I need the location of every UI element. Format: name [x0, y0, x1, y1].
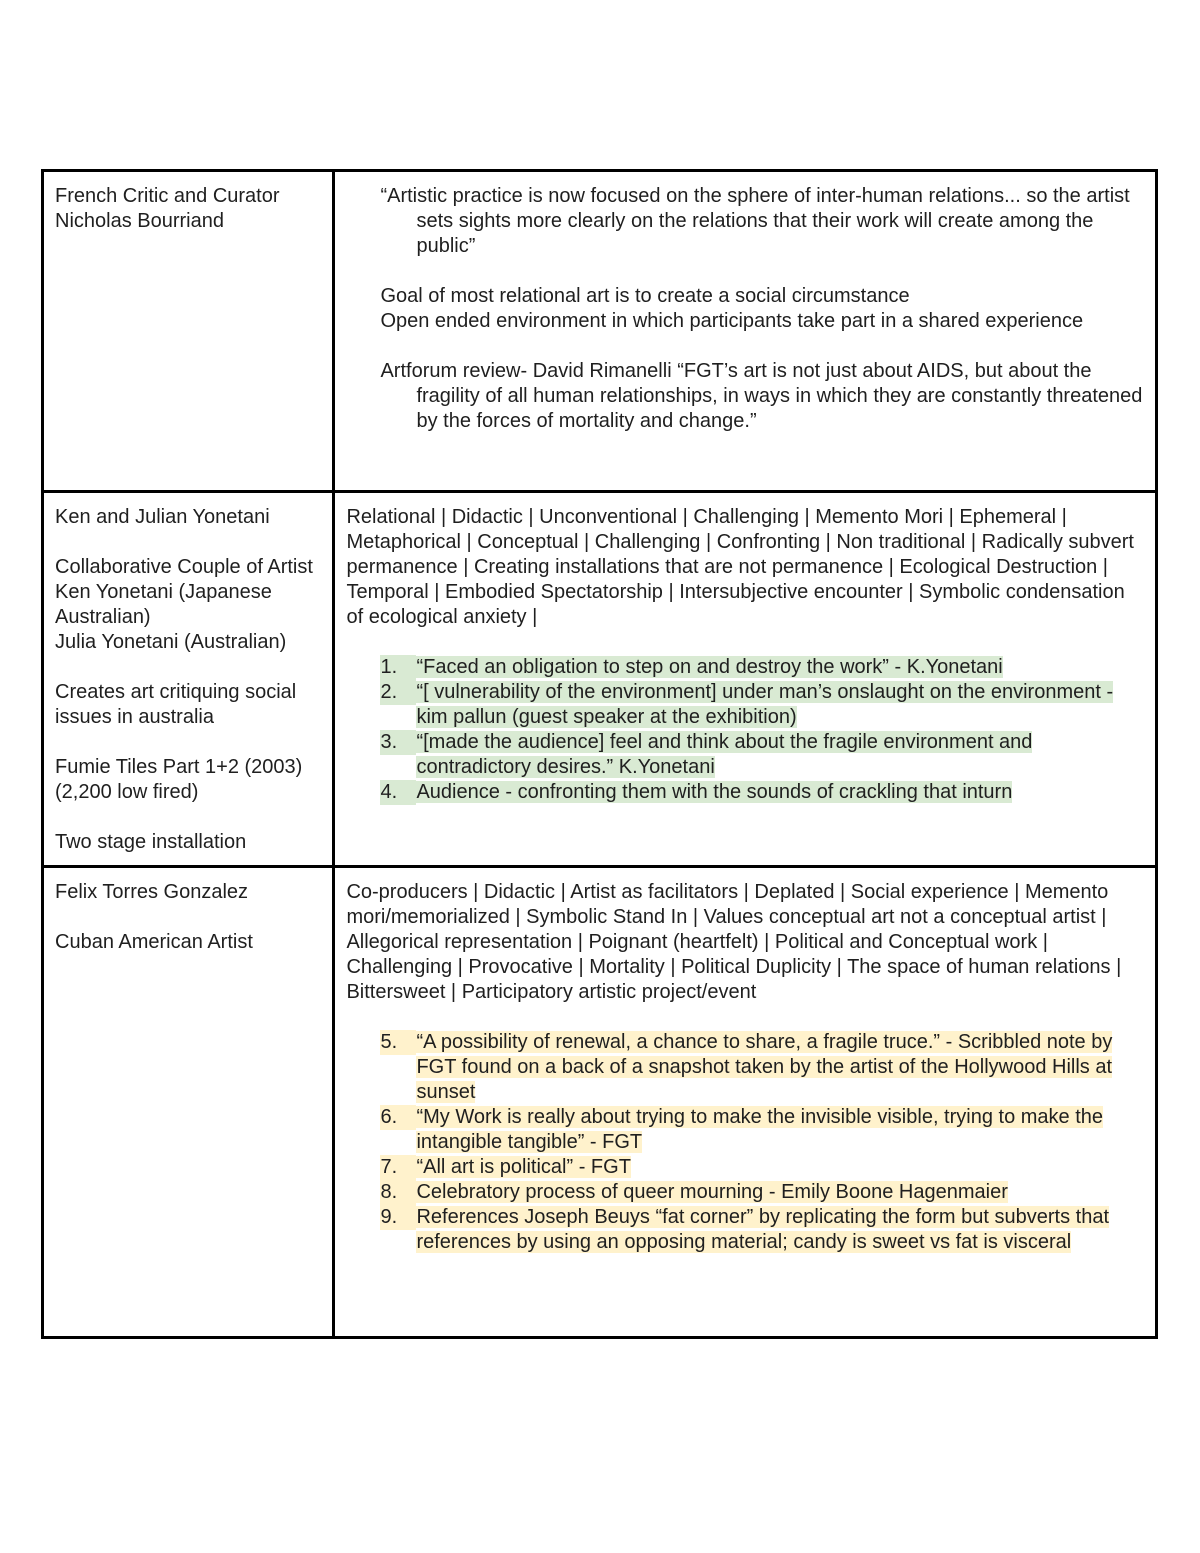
subject-line: French Critic and Curator — [55, 185, 280, 207]
list-item — [380, 1030, 1145, 1105]
quote-list — [346, 1030, 1145, 1255]
quote-paragraph: “Artistic practice is now focused on the sphere of inter-human relations... so the artist sets sights more clearly on the relations that their work will create among the public” — [380, 185, 1130, 257]
quote-list — [346, 655, 1145, 805]
list-item — [380, 655, 1145, 680]
quote-text: References Joseph Beuys “fat corner” by replicating the form but subverts that references by using an opposing material; candy is sweet vs fat is visceral — [416, 1206, 1110, 1253]
artist-desc-line: Julia Yonetani (Australian) — [55, 631, 287, 653]
artist-name: Ken and Julian Yonetani — [55, 506, 270, 528]
subject-cell — [43, 492, 334, 867]
quote-text: Audience - confronting them with the sounds of crackling that inturn — [416, 781, 1013, 803]
quote-text: “My Work is really about trying to make the invisible visible, trying to make the intangible tangible” - FGT — [416, 1106, 1104, 1153]
notes-cell — [334, 171, 1157, 492]
quote-text: Celebratory process of queer mourning - Emily Boone Hagenmaier — [416, 1181, 1008, 1203]
artist-desc-line: Collaborative Couple of Artist — [55, 556, 313, 578]
table-row — [43, 867, 1157, 1338]
subject-cell — [43, 867, 334, 1338]
artist-name: Felix Torres Gonzalez — [55, 881, 249, 903]
note-paragraph: Open ended environment in which participants take part in a shared experience — [380, 310, 1084, 332]
list-item — [380, 1105, 1145, 1155]
artwork-line: (2,200 low fired) — [55, 781, 199, 803]
review-paragraph: Artforum review- David Rimanelli “FGT’s art is not just about AIDS, but about the fragility of all human relationships, in ways in which they are constantly threatened by the forces of mortality and change.” — [380, 360, 1143, 432]
list-number: 3. — [380, 730, 416, 755]
table-row — [43, 492, 1157, 867]
list-item — [380, 780, 1145, 805]
artwork-line: Fumie Tiles Part 1+2 (2003) — [55, 756, 303, 778]
quote-text: “[made the audience] feel and think about the fragile environment and contradictory desires.” K.Yonetani — [416, 731, 1033, 778]
installation-note: Two stage installation — [55, 831, 247, 853]
list-number: 9. — [380, 1205, 416, 1230]
list-number: 4. — [380, 780, 416, 805]
list-item — [380, 730, 1145, 780]
keywords-paragraph: Relational | Didactic | Unconventional | Challenging | Memento Mori | Ephemeral | Metaphorical | Conceptual | Challenging | Confronting | Non traditional | Radically subvert permanence | Creating installations that are not permanence | Ecological Destruction | Temporal | Embodied Spectatorship | Intersubjective encounter | Symbolic condensation of ecological anxiety | — [346, 506, 1134, 628]
artist-desc-line: Ken Yonetani (Japanese Australian) — [55, 581, 272, 628]
list-number: 2. — [380, 680, 416, 705]
list-number: 8. — [380, 1180, 416, 1205]
note-paragraph: Goal of most relational art is to create a social circumstance — [380, 285, 910, 307]
notes-table — [41, 169, 1158, 1339]
artist-desc: Cuban American Artist — [55, 931, 253, 953]
list-number: 7. — [380, 1155, 416, 1180]
table-row — [43, 171, 1157, 492]
subject-line: Nicholas Bourriand — [55, 210, 224, 232]
quote-text: “[ vulnerability of the environment] under man’s onslaught on the environment - kim pallun (guest speaker at the exhibition) — [416, 681, 1114, 728]
quote-text: “A possibility of renewal, a chance to share, a fragile truce.” - Scribbled note by FGT found on a back of a snapshot taken by the artist of the Hollywood Hills at sunset — [416, 1031, 1113, 1103]
list-number: 5. — [380, 1030, 416, 1055]
notes-cell — [334, 492, 1157, 867]
list-item — [380, 1205, 1145, 1255]
quote-text: “All art is political” - FGT — [416, 1156, 631, 1178]
quote-text: “Faced an obligation to step on and destroy the work” - K.Yonetani — [416, 656, 1003, 678]
subject-cell — [43, 171, 334, 492]
list-item — [380, 1155, 1145, 1180]
artist-focus: Creates art critiquing social issues in australia — [55, 681, 297, 728]
list-item — [380, 1180, 1145, 1205]
notes-cell — [334, 867, 1157, 1338]
keywords-paragraph: Co-producers | Didactic | Artist as facilitators | Deplated | Social experience | Memento mori/memorialized | Symbolic Stand In | Values conceptual art not a conceptual artist | Allegorical representation | Poignant (heartfelt) | Political and Conceptual work | Challenging | Provocative | Mortality | Political Duplicity | The space of human relations | Bittersweet | Participatory artistic project/event — [346, 881, 1122, 1003]
list-number: 6. — [380, 1105, 416, 1130]
list-number: 1. — [380, 655, 416, 680]
list-item — [380, 680, 1145, 730]
